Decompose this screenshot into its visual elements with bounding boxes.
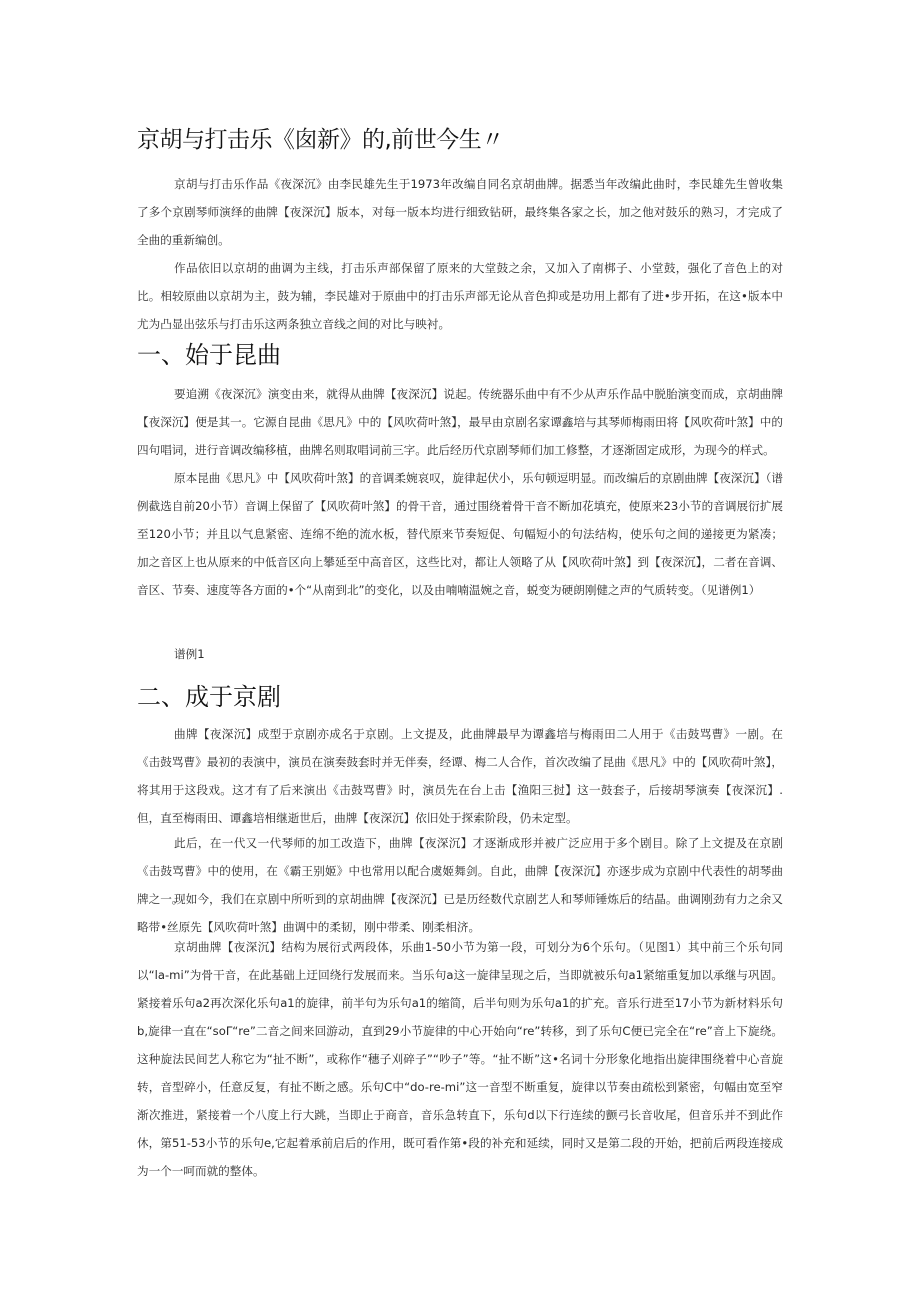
intro-paragraph-2: 作品依旧以京胡的曲调为主线，打击乐声部保留了原来的大堂鼓之余，又加入了南梆子、小堂鼓，强化了音色上的对比。相较原曲以京胡为主，鼓为辅，李民雄对于原曲中的打击乐声部无论从音色抑或是功用上都有了进•步开拓，在这•版本中尤为凸显出弦乐与打击乐这两条独立音线之间的对比与映衬。 bbox=[137, 261, 783, 331]
section-2-paragraph-2: 此后，在一代又一代琴师的加工改造下，曲牌【夜深沉】才逐渐成形并被广泛应用于多个剧目。除了上文提及在京剧《击鼓骂曹》中的使用，在《霸王别姬》中也常用以配合虞姬舞剑。自此，曲牌【夜深沉】亦逐步成为京剧中代表性的胡琴曲牌之一。 bbox=[137, 836, 783, 906]
section-1-paragraph-1: 要追溯《夜深沉》演变由来，就得从曲牌【夜深沉】说起。传统器乐曲中有不少从声乐作品中脱胎演变而成，京胡曲牌【夜深沉】便是其一。它源自昆曲《思凡》中的【风吹荷叶煞】，最早由京剧名家谭鑫培与其琴师梅雨田将【风吹荷叶煞】中的四句唱词，进行音调改编移植，曲牌名则取唱词前三字。此后经历代京剧琴师们加工修整，才逐渐固定成形，为现今的样式。 bbox=[137, 387, 783, 457]
document-title: 京胡与打击乐《囱新》的,前世今生〃 bbox=[137, 127, 504, 153]
intro-paragraph-1: 京胡与打击乐作品《夜深沉》由李民雄先生于1973年改编自同名京胡曲牌。据悉当年改编此曲时，李民雄先生曾收集了多个京剧琴师演绎的曲牌【夜深沉】版本，对每一版本均进行细致钻研，最终集各家之长，加之他对鼓乐的熟习，才完成了全曲的重新编创。 bbox=[137, 177, 783, 247]
section-2-paragraph-4: 京胡曲牌【夜深沉】结构为展衍式两段体，乐曲1-50小节为第一段，可划分为6个乐句。（见图1）其中前三个乐句同以“la-mi”为骨干音，在此基础上迂回绕行发展而来。当乐句a这一旋律呈现之后，当即就被乐句a1紧缩重复加以承继与巩固。紧接着乐句a2再次深化乐句a1的旋律，前半句为乐句a1的缩简，后半句则为乐句a1的扩充。音乐行进至17小节为新材料乐句b,旋律一直在“soΓ“re”二音之间来回游动，直到29小节旋律的中心开始向“re”转移，到了乐句C便已完全在“re”音上下旋绕。这种旋法民间艺人称它为“扯不断”，或称作“穗子刈碎子”“吵子”等。“扯不断”这•名词十分形象化地指出旋律围绕着中心音旋转，音型碎小，任意反复，有扯不断之感。乐句C中“do-re-mi”这一音型不断重复，旋律以节奏由疏松到紧密，句幅由宽至窄渐次推进，紧接着一个八度上行大跳，当即止于商音，音乐急转直下，乐句d以下行连续的颤弓长音收尾，但音乐并不到此作休，第51-53小节的乐句e,它起着承前启后的作用，既可看作第•段的补充和延续，同时又是第二段的开始，把前后两段连接成为一个一呵而就的整体。 bbox=[137, 940, 783, 1178]
section-2-paragraph-3: 现如今，我们在京剧中所听到的京胡曲牌【夜深沉】已是历经数代京剧艺人和琴师锤炼后的结晶。曲调刚劲有力之余又略带•丝原先【风吹荷叶煞】曲调中的柔韧，刚中带柔、刚柔相济。 bbox=[137, 892, 783, 934]
section-1-paragraph-2: 原本昆曲《思凡》中【风吹荷叶煞】的音调柔婉哀叹，旋律起伏小，乐句顿逗明显。而改编后的京剧曲牌【夜深沉】（谱例截选自前20小节）音调上保留了【风吹荷叶煞】的骨干音，通过围绕着骨干音不断加花填充，使原来23小节的音调展衍扩展至120小节；并且以气息紧密、连绵不绝的流水板，替代原来节奏短促、句幅短小的句法结构，使乐句之间的递接更为紧凑；加之音区上也从原来的中低音区向上攀延至中高音区，这些比对，都让人领略了从【风吹荷叶煞】到【夜深沉】，二者在音调、音区、节奏、速度等各方面的•个“从南到北”的变化，以及由喃喃温婉之音，蜕变为硬朗刚健之声的气质转变。（见谱例1） bbox=[137, 471, 783, 597]
section-1-heading: 一、始于昆曲 bbox=[137, 341, 281, 369]
music-example-caption: 谱例1 bbox=[174, 647, 205, 661]
section-2-heading: 二、成于京剧 bbox=[137, 683, 281, 711]
section-2-paragraph-1: 曲牌【夜深沉】成型于京剧亦成名于京剧。上文提及，此曲牌最早为谭鑫培与梅雨田二人用于《击鼓骂曹》一剧。在《击鼓骂曹》最初的表演中，演员在演奏鼓套时并无伴奏，经谭、梅二人合作，首次改编了昆曲《思凡》中的【风吹荷叶煞】，将其用于这段戏。这才有了后来演出《击鼓骂曹》时，演员先在台上击【渔阳三挝】这一鼓套子，后接胡琴演奏【夜深沉】.但，直至梅雨田、谭鑫培相继逝世后，曲牌【夜深沉】依旧处于探索阶段，仍未定型。 bbox=[137, 727, 783, 825]
